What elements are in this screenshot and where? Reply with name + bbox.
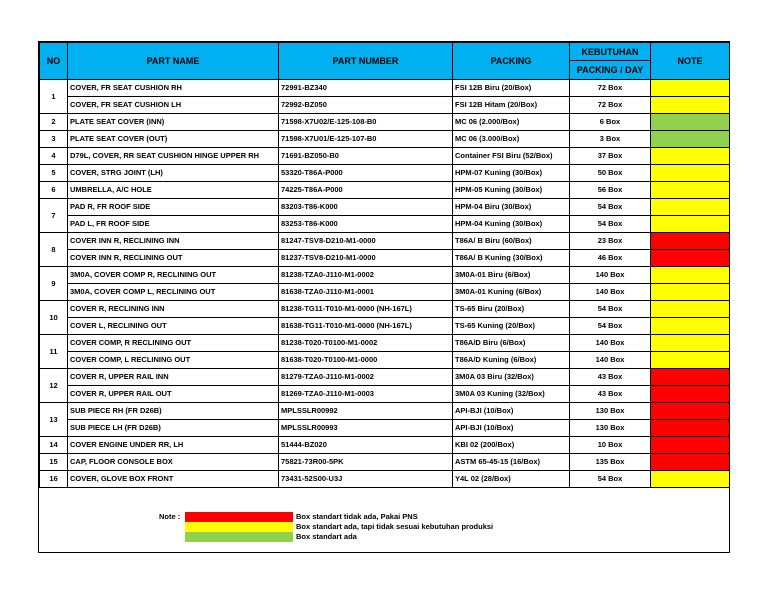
- note-status-cell: [651, 131, 730, 148]
- table-row: [40, 131, 730, 148]
- cell-kebutuhan: 54 Box: [570, 216, 651, 233]
- cell-packing: Y4L 02 (28/Box): [453, 471, 570, 488]
- table-row: [40, 233, 730, 250]
- note-status-cell: [651, 114, 730, 131]
- cell-part-number: 51444-BZ020: [279, 437, 453, 454]
- cell-kebutuhan: 140 Box: [570, 267, 651, 284]
- cell-packing: 3M0A-01 Biru (6/Box): [453, 267, 570, 284]
- table-row: [40, 250, 730, 267]
- cell-packing: ASTM 65-45-15 (16/Box): [453, 454, 570, 471]
- cell-part-number: 71598-X7U02/E-125-108-B0: [279, 114, 453, 131]
- note-status-cell: [651, 199, 730, 216]
- cell-part-name: CAP, FLOOR CONSOLE BOX: [68, 454, 279, 471]
- cell-kebutuhan: 37 Box: [570, 148, 651, 165]
- table-row: [40, 80, 730, 97]
- cell-part-name: COVER COMP, L RECLINING OUT: [68, 352, 279, 369]
- cell-no: 10: [40, 301, 68, 335]
- cell-part-number: 81247-TSV8-D210-M1-0000: [279, 233, 453, 250]
- cell-kebutuhan: 56 Box: [570, 182, 651, 199]
- table-row: [40, 165, 730, 182]
- cell-packing: 3M0A 03 Kuning (32/Box): [453, 386, 570, 403]
- cell-packing: TS-65 Kuning (20/Box): [453, 318, 570, 335]
- table-row: [40, 454, 730, 471]
- cell-part-name: SUB PIECE RH (FR D26B): [68, 403, 279, 420]
- cell-part-number: MPLSSLR00992: [279, 403, 453, 420]
- note-status-cell: [651, 267, 730, 284]
- cell-part-number: 74225-T86A-P000: [279, 182, 453, 199]
- cell-packing: API-BJI (10/Box): [453, 420, 570, 437]
- table-row: [40, 335, 730, 352]
- cell-kebutuhan: 54 Box: [570, 199, 651, 216]
- note-status-cell: [651, 301, 730, 318]
- legend-title: Note :: [159, 512, 181, 521]
- cell-kebutuhan: 43 Box: [570, 369, 651, 386]
- cell-packing: T86A/D Biru (6/Box): [453, 335, 570, 352]
- cell-part-number: 81237-TSV8-D210-M1-0000: [279, 250, 453, 267]
- cell-packing: TS-65 Biru (20/Box): [453, 301, 570, 318]
- cell-packing: FSI 12B Biru (20/Box): [453, 80, 570, 97]
- cell-part-number: 73431-52S00-U3J: [279, 471, 453, 488]
- table-row: [40, 182, 730, 199]
- table-row: [40, 420, 730, 437]
- cell-part-number: 83203-T86-K000: [279, 199, 453, 216]
- cell-no: 12: [40, 369, 68, 403]
- note-status-cell: [651, 284, 730, 301]
- cell-packing: 3M0A 03 Biru (32/Box): [453, 369, 570, 386]
- cell-part-number: 81238-TZA0-J110-M1-0002: [279, 267, 453, 284]
- cell-part-number: 81269-TZA0-J110-M1-0003: [279, 386, 453, 403]
- cell-part-number: 83253-T86-K000: [279, 216, 453, 233]
- cell-kebutuhan: 72 Box: [570, 97, 651, 114]
- note-status-cell: [651, 335, 730, 352]
- table-row: [40, 267, 730, 284]
- cell-part-number: MPLSSLR00993: [279, 420, 453, 437]
- cell-part-number: 81638-TG11-T010-M1-0000 (NH-167L): [279, 318, 453, 335]
- note-status-cell: [651, 80, 730, 97]
- cell-part-name: PAD L, FR ROOF SIDE: [68, 216, 279, 233]
- cell-kebutuhan: 6 Box: [570, 114, 651, 131]
- note-status-cell: [651, 403, 730, 420]
- cell-no: 2: [40, 114, 68, 131]
- cell-no: 6: [40, 182, 68, 199]
- legend-swatch-yellow: [185, 522, 293, 532]
- cell-part-name: PLATE SEAT COVER (INN): [68, 114, 279, 131]
- table-row: [40, 216, 730, 233]
- legend-label-yellow: Box standart ada, tapi tidak sesuai kebutuhan produksi: [296, 522, 494, 531]
- cell-no: 15: [40, 454, 68, 471]
- note-status-cell: [651, 352, 730, 369]
- cell-part-name: D79L, COVER, RR SEAT CUSHION HINGE UPPER RH: [68, 148, 279, 165]
- note-status-cell: [651, 250, 730, 267]
- cell-part-name: COVER INN R, RECLINING INN: [68, 233, 279, 250]
- cell-kebutuhan: 140 Box: [570, 352, 651, 369]
- note-status-cell: [651, 420, 730, 437]
- note-status-cell: [651, 437, 730, 454]
- cell-no: 4: [40, 148, 68, 165]
- cell-part-name: PAD R, FR ROOF SIDE: [68, 199, 279, 216]
- table-row: [40, 369, 730, 386]
- cell-part-number: 75821-73R00-5PK: [279, 454, 453, 471]
- legend-label-red: Box standart tidak ada, Pakai PNS: [296, 512, 418, 521]
- legend: [39, 508, 729, 553]
- cell-part-name: COVER INN R, RECLINING OUT: [68, 250, 279, 267]
- cell-kebutuhan: 3 Box: [570, 131, 651, 148]
- cell-packing: MC 06 (2.000/Box): [453, 114, 570, 131]
- table-row: [40, 437, 730, 454]
- cell-packing: HPM-07 Kuning (30/Box): [453, 165, 570, 182]
- note-status-cell: [651, 386, 730, 403]
- cell-packing: HPM-05 Kuning (30/Box): [453, 182, 570, 199]
- cell-packing: T86A/D Kuning (6/Box): [453, 352, 570, 369]
- parts-table: [39, 42, 730, 488]
- cell-part-name: COVER COMP, R RECLINING OUT: [68, 335, 279, 352]
- cell-no: 7: [40, 199, 68, 233]
- table-row: [40, 352, 730, 369]
- cell-part-name: COVER, FR SEAT CUSHION LH: [68, 97, 279, 114]
- cell-part-number: 53320-T86A-P000: [279, 165, 453, 182]
- legend-swatch-green: [185, 532, 293, 542]
- cell-no: 5: [40, 165, 68, 182]
- cell-part-name: UMBRELLA, A/C HOLE: [68, 182, 279, 199]
- cell-part-name: COVER R, UPPER RAIL OUT: [68, 386, 279, 403]
- cell-part-name: COVER, FR SEAT CUSHION RH: [68, 80, 279, 97]
- cell-packing: API-BJI (10/Box): [453, 403, 570, 420]
- table-row: [40, 301, 730, 318]
- cell-packing: HPM-04 Kuning (30/Box): [453, 216, 570, 233]
- cell-kebutuhan: 130 Box: [570, 420, 651, 437]
- table-body: [40, 80, 730, 488]
- cell-no: 11: [40, 335, 68, 369]
- cell-packing: KBI 02 (200/Box): [453, 437, 570, 454]
- table-row: [40, 318, 730, 335]
- table-row: [40, 148, 730, 165]
- cell-packing: 3M0A-01 Kuning (6/Box): [453, 284, 570, 301]
- cell-packing: T86A/ B Kuning (30/Box): [453, 250, 570, 267]
- note-status-cell: [651, 165, 730, 182]
- note-status-cell: [651, 454, 730, 471]
- cell-kebutuhan: 54 Box: [570, 301, 651, 318]
- cell-packing: T86A/ B Biru (60/Box): [453, 233, 570, 250]
- cell-kebutuhan: 54 Box: [570, 471, 651, 488]
- cell-part-name: 3M0A, COVER COMP L, RECLINING OUT: [68, 284, 279, 301]
- cell-packing: HPM-04 Biru (30/Box): [453, 199, 570, 216]
- cell-kebutuhan: 54 Box: [570, 318, 651, 335]
- cell-part-name: COVER L, RECLINING OUT: [68, 318, 279, 335]
- header-no: NO: [40, 43, 68, 80]
- cell-no: 8: [40, 233, 68, 267]
- cell-part-name: COVER R, UPPER RAIL INN: [68, 369, 279, 386]
- cell-kebutuhan: 135 Box: [570, 454, 651, 471]
- note-status-cell: [651, 318, 730, 335]
- header-part-name: PART NAME: [68, 43, 279, 80]
- cell-kebutuhan: 23 Box: [570, 233, 651, 250]
- cell-part-number: 81638-TZA0-J110-M1-0001: [279, 284, 453, 301]
- table-row: [40, 386, 730, 403]
- table-row: [40, 199, 730, 216]
- cell-packing: MC 06 (3.000/Box): [453, 131, 570, 148]
- cell-packing: Container FSI Biru (52/Box): [453, 148, 570, 165]
- note-status-cell: [651, 216, 730, 233]
- cell-part-name: COVER R, RECLINING INN: [68, 301, 279, 318]
- note-status-cell: [651, 233, 730, 250]
- cell-part-name: PLATE SEAT COVER (OUT): [68, 131, 279, 148]
- cell-part-name: 3M0A, COVER COMP R, RECLINING OUT: [68, 267, 279, 284]
- table-row: [40, 97, 730, 114]
- note-status-cell: [651, 471, 730, 488]
- cell-no: 3: [40, 131, 68, 148]
- table-row: [40, 471, 730, 488]
- cell-part-name: SUB PIECE LH (FR D26B): [68, 420, 279, 437]
- cell-part-number: 72992-BZ050: [279, 97, 453, 114]
- header-packing-per-day: PACKING / DAY: [570, 61, 651, 80]
- note-status-cell: [651, 148, 730, 165]
- table-row: [40, 284, 730, 301]
- cell-kebutuhan: 10 Box: [570, 437, 651, 454]
- cell-packing: FSI 12B Hitam (20/Box): [453, 97, 570, 114]
- cell-part-name: COVER, GLOVE BOX FRONT: [68, 471, 279, 488]
- cell-no: 16: [40, 471, 68, 488]
- cell-kebutuhan: 72 Box: [570, 80, 651, 97]
- table-row: [40, 403, 730, 420]
- cell-kebutuhan: 43 Box: [570, 386, 651, 403]
- cell-part-number: 81238-TG11-T010-M1-0000 (NH-167L): [279, 301, 453, 318]
- header-note: NOTE: [651, 43, 730, 80]
- header-packing: PACKING: [453, 43, 570, 80]
- parts-packing-sheet: [38, 41, 730, 553]
- cell-part-number: 81638-T020-T0100-M1-0000: [279, 352, 453, 369]
- note-status-cell: [651, 369, 730, 386]
- cell-part-name: COVER, STRG JOINT (LH): [68, 165, 279, 182]
- note-status-cell: [651, 182, 730, 199]
- cell-no: 13: [40, 403, 68, 437]
- cell-kebutuhan: 140 Box: [570, 335, 651, 352]
- cell-kebutuhan: 50 Box: [570, 165, 651, 182]
- note-status-cell: [651, 97, 730, 114]
- header-part-number: PART NUMBER: [279, 43, 453, 80]
- cell-no: 14: [40, 437, 68, 454]
- cell-part-name: COVER ENGINE UNDER RR, LH: [68, 437, 279, 454]
- cell-kebutuhan: 140 Box: [570, 284, 651, 301]
- cell-no: 9: [40, 267, 68, 301]
- cell-kebutuhan: 130 Box: [570, 403, 651, 420]
- cell-part-number: 72991-BZ340: [279, 80, 453, 97]
- legend-label-green: Box standart ada: [296, 532, 357, 541]
- cell-part-number: 71691-BZ050-B0: [279, 148, 453, 165]
- header-kebutuhan: KEBUTUHAN: [570, 43, 651, 61]
- legend-swatch-red: [185, 512, 293, 522]
- cell-kebutuhan: 46 Box: [570, 250, 651, 267]
- cell-part-number: 81238-T020-T0100-M1-0002: [279, 335, 453, 352]
- cell-no: 1: [40, 80, 68, 114]
- cell-part-number: 81279-TZA0-J110-M1-0002: [279, 369, 453, 386]
- table-row: [40, 114, 730, 131]
- cell-part-number: 71598-X7U01/E-125-107-B0: [279, 131, 453, 148]
